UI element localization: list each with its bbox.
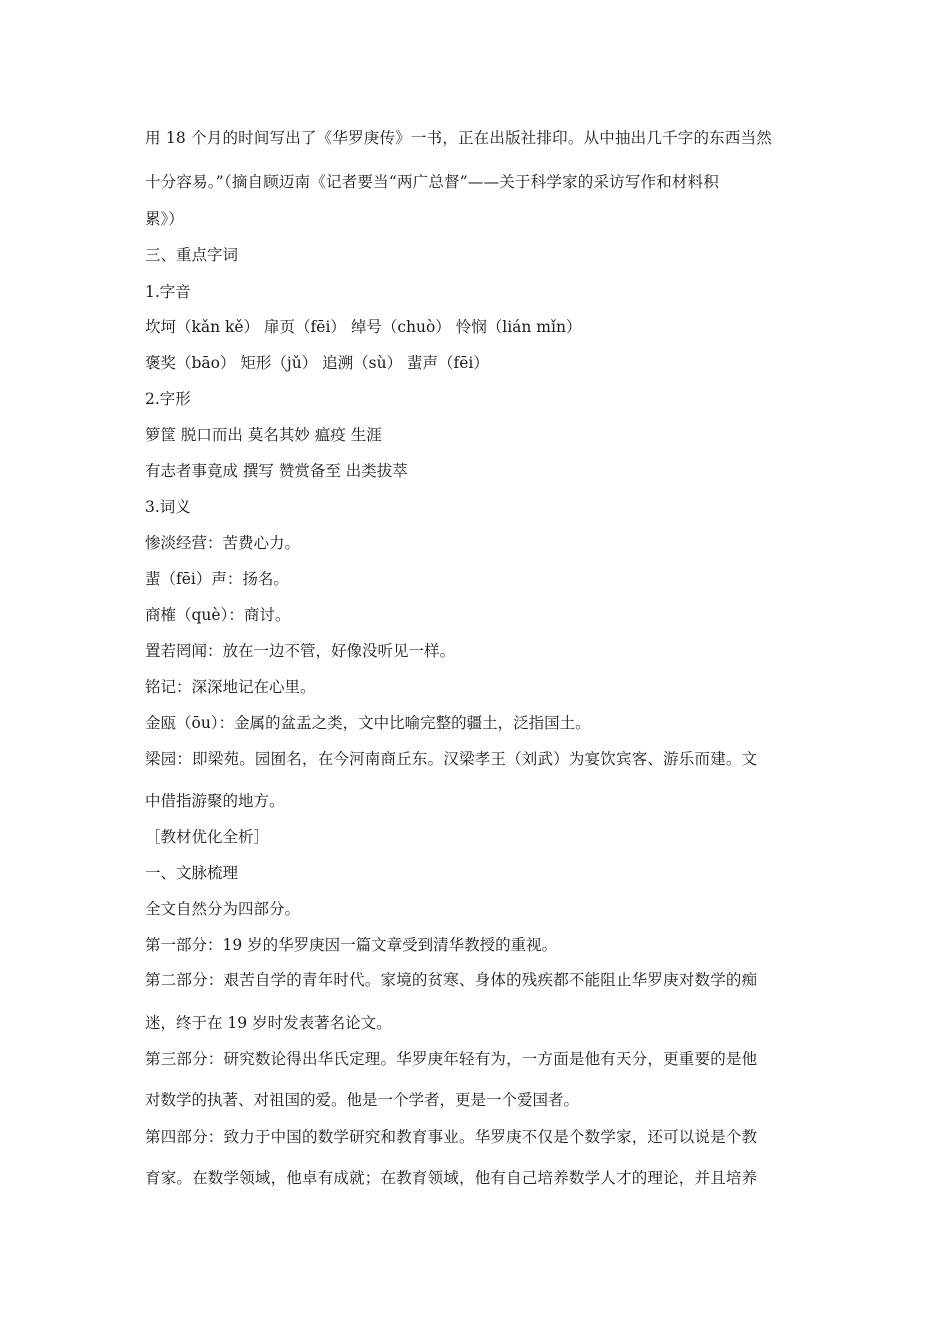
- section-heading: 三、重点字词: [145, 246, 239, 264]
- text-line: 商榷（què）：商讨。: [145, 606, 291, 624]
- text-line: 用 18 个月的时间写出了《华罗庚传》一书，正在出版社排印。从中抽出几千字的东西当然: [145, 129, 772, 147]
- text-line: 坎坷（kǎn kě） 扉页（fēi） 绰号（chuò） 怜悯（lián mǐn）: [145, 318, 582, 336]
- text-line: 第三部分：研究数论得出华氏定理。华罗庚年轻有为，一方面是他有天分，更重要的是他: [145, 1050, 758, 1068]
- text-line: 育家。在数学领域，他卓有成就；在教育领域，他有自己培养数学人才的理论，并且培养: [145, 1169, 758, 1187]
- subsection-heading: 3.词义: [145, 498, 191, 516]
- text-line: 对数学的执著、对祖国的爱。他是一个学者，更是一个爱国者。: [145, 1091, 580, 1109]
- text-line: 累》）: [145, 210, 184, 228]
- text-line: 箩筐 脱口而出 莫名其妙 瘟疫 生涯: [145, 426, 382, 444]
- text-line: 第四部分：致力于中国的数学研究和教育事业。华罗庚不仅是个数学家，还可以说是个教: [145, 1128, 758, 1146]
- text-line: 十分容易。”（摘自顾迈南《记者要当“两广总督”——关于科学家的采访写作和材料积: [145, 173, 720, 191]
- text-line: 第一部分：19 岁的华罗庚因一篇文章受到清华教授的重视。: [145, 936, 558, 954]
- text-line: 第二部分：艰苦自学的青年时代。家境的贫寒、身体的残疾都不能阻止华罗庚对数学的痴: [145, 971, 758, 989]
- text-line: 中借指游聚的地方。: [145, 792, 285, 810]
- text-line: 金瓯（ōu）：金属的盆盂之类，文中比喻完整的疆土，泛指国土。: [145, 714, 591, 732]
- subsection-heading: 1.字音: [145, 283, 191, 301]
- text-line: 全文自然分为四部分。: [145, 900, 301, 918]
- subsection-heading: 2.字形: [145, 390, 191, 408]
- text-line: 有志者事竟成 撰写 赞赏备至 出类拔萃: [145, 462, 408, 480]
- text-line: 铭记：深深地记在心里。: [145, 678, 316, 696]
- text-line: 置若罔闻：放在一边不管，好像没听见一样。: [145, 642, 456, 660]
- text-line: 迷，终于在 19 岁时发表著名论文。: [145, 1014, 392, 1032]
- text-line: 惨淡经营：苦费心力。: [145, 534, 301, 552]
- text-line: 梁园：即梁苑。园囿名，在今河南商丘东。汉梁孝王（刘武）为宴饮宾客、游乐而建。文: [145, 750, 758, 768]
- section-heading: ［教材优化全析］: [145, 828, 270, 846]
- section-heading: 一、文脉梳理: [145, 864, 239, 882]
- text-line: 蜚（fēi）声：扬名。: [145, 570, 289, 588]
- text-line: 褒奖（bāo） 矩形（jǔ） 追溯（sù） 蜚声（fēi）: [145, 354, 489, 372]
